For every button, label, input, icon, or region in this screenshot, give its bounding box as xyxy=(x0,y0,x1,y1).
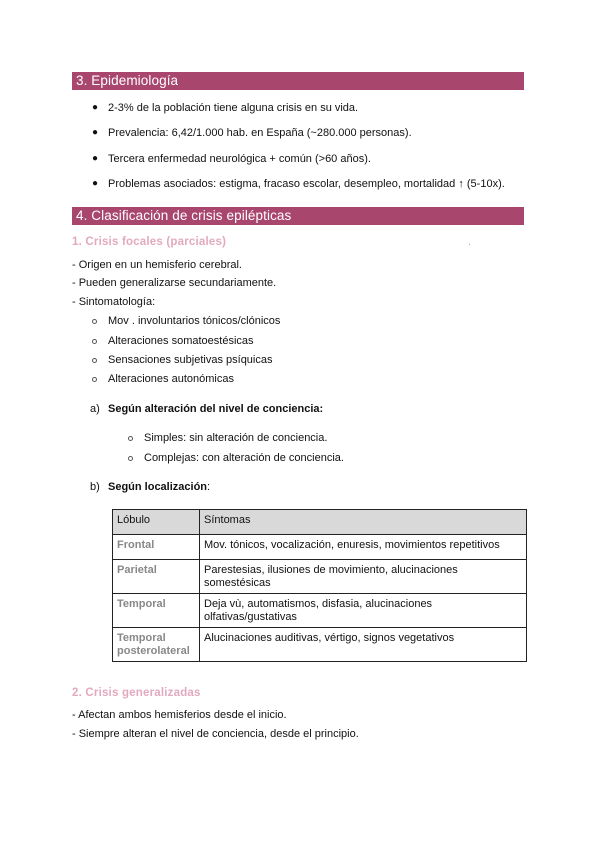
circle-bullet-icon xyxy=(92,377,97,382)
generalized-crisis-heading: 2. Crisis generalizadas xyxy=(72,687,201,699)
circle-bullet-icon xyxy=(92,339,97,344)
table-header-symptoms: Síntomas xyxy=(200,510,527,535)
section-4-title: 4. Clasificación de crisis epilépticas xyxy=(72,207,524,225)
consciousness-item: Complejas: con alteración de conciencia. xyxy=(144,452,344,464)
lobe-cell: Parietal xyxy=(113,560,200,594)
table-header-row xyxy=(113,510,527,535)
generalized-line: - Siempre alteran el nivel de conciencia, desde el principio. xyxy=(72,728,359,740)
bullet-icon: ● xyxy=(92,178,99,189)
epidemiology-item: Problemas asociados: estigma, fracaso escolar, desempleo, mortalidad ↑ (5-10x). xyxy=(108,178,505,190)
list-label-a: a) xyxy=(90,403,100,415)
symptom-item: Alteraciones autonómicas xyxy=(108,373,234,385)
focal-crisis-heading: 1. Crisis focales (parciales) xyxy=(72,236,227,248)
symptoms-cell: Mov. tónicos, vocalización, enuresis, movimientos repetitivos xyxy=(200,535,527,560)
location-heading-text: Según localización xyxy=(108,481,208,493)
lobe-cell: Frontal xyxy=(113,535,200,560)
table-row xyxy=(113,560,527,594)
symptoms-cell: Deja vù, automatismos, disfasia, alucinaciones olfativas/gustativas xyxy=(200,594,527,628)
focal-line: - Sintomatología: xyxy=(72,296,156,308)
symptoms-cell: Alucinaciones auditivas, vértigo, signos vegetativos xyxy=(200,628,527,662)
lobe-cell: Temporal posterolateral xyxy=(113,628,200,662)
focal-line: - Pueden generalizarse secundariamente. xyxy=(72,277,277,289)
bullet-icon: ● xyxy=(92,153,99,164)
table-row xyxy=(113,628,527,662)
section-3-title: 3. Epidemiología xyxy=(72,72,524,90)
location-heading xyxy=(108,480,210,494)
epidemiology-item: Tercera enfermedad neurológica + común (>60 años). xyxy=(108,153,371,165)
generalized-line: - Afectan ambos hemisferios desde el inicio. xyxy=(72,709,287,721)
focal-line: - Origen en un hemisferio cerebral. xyxy=(72,259,242,271)
lobe-cell: Temporal xyxy=(113,594,200,628)
epidemiology-item: 2-3% de la población tiene alguna crisis en su vida. xyxy=(108,102,359,114)
symptom-item: Alteraciones somatoestésicas xyxy=(108,335,254,347)
symptom-item: Mov . involuntarios tónicos/clónicos xyxy=(108,315,281,327)
lobe-symptoms-table xyxy=(112,509,527,662)
symptoms-cell: Parestesias, ilusiones de movimiento, alucinaciones somestésicas xyxy=(200,560,527,594)
circle-bullet-icon xyxy=(92,358,97,363)
table-header-lobe: Lóbulo xyxy=(113,510,200,535)
symptom-item: Sensaciones subjetivas psíquicas xyxy=(108,354,273,366)
bullet-icon: ● xyxy=(92,102,99,113)
circle-bullet-icon xyxy=(92,319,97,324)
consciousness-heading: Según alteración del nivel de conciencia: xyxy=(108,403,324,415)
bullet-icon: ● xyxy=(92,127,99,138)
location-heading-colon: : xyxy=(207,481,211,493)
circle-bullet-icon xyxy=(128,456,133,461)
table-row xyxy=(113,594,527,628)
list-label-b: b) xyxy=(90,481,100,493)
stray-dot: . xyxy=(468,236,472,248)
circle-bullet-icon xyxy=(128,436,133,441)
consciousness-item: Simples: sin alteración de conciencia. xyxy=(144,432,328,444)
epidemiology-item: Prevalencia: 6,42/1.000 hab. en España (~280.000 personas). xyxy=(108,127,412,139)
table-row xyxy=(113,535,527,560)
